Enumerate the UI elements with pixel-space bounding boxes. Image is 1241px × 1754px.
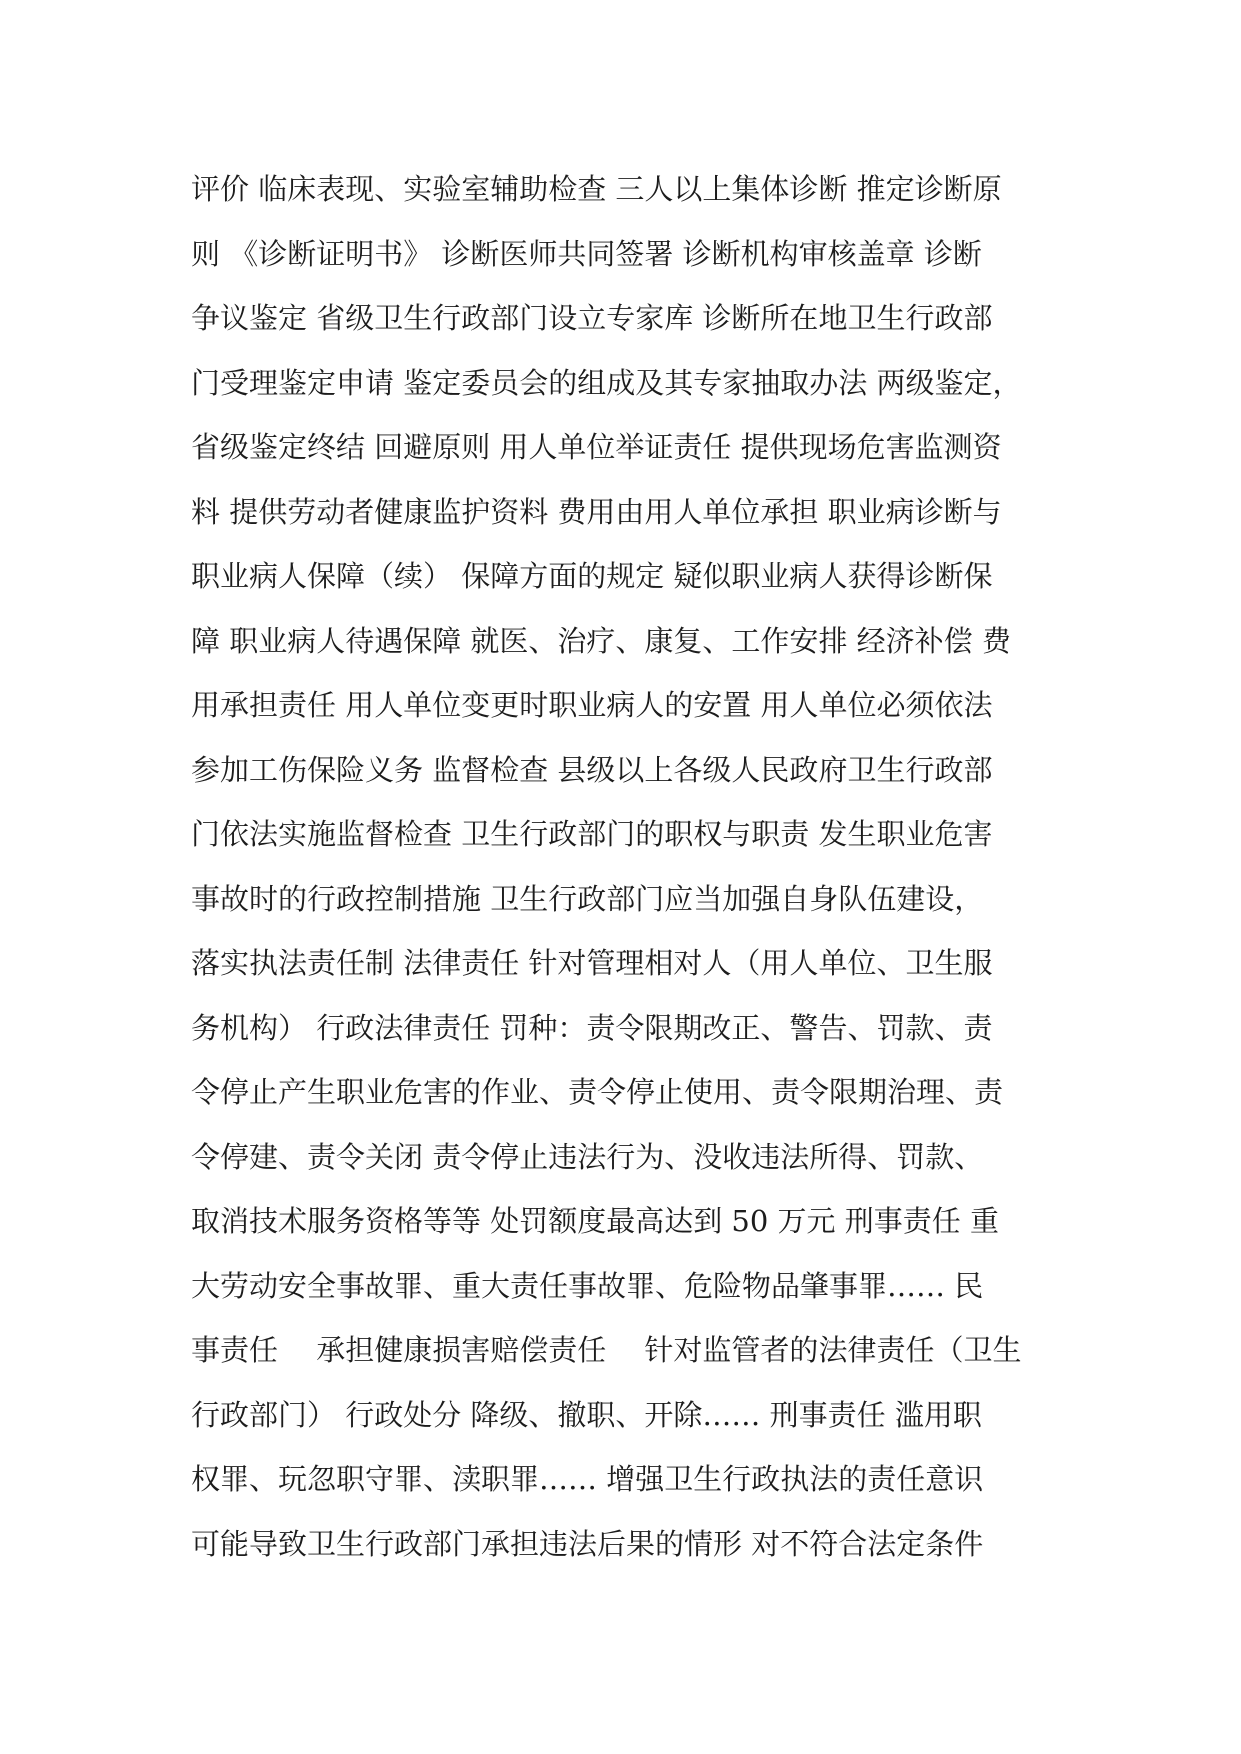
text-line: 门受理鉴定申请 鉴定委员会的组成及其专家抽取办法 两级鉴定， [191,365,1022,400]
text-line: 障 职业病人待遇保障 就医、治疗、康复、工作安排 经济补偿 费 [191,623,1011,658]
text-line: 取消技术服务资格等等 处罚额度最高达到 50 万元 刑事责任 重 [191,1204,999,1238]
text-line: 职业病人保障（续） 保障方面的规定 疑似职业病人获得诊断保 [191,559,993,593]
text-line: 可能导致卫生行政部门承担违法后果的情形 对不符合法定条件 [191,1526,984,1561]
text-line: 行政部门） 行政处分 降级、撤职、开除…… 刑事责任 滥用职 [191,1397,982,1432]
text-line: 务机构） 行政法律责任 罚种：责令限期改正、警告、罚款、责 [191,1010,993,1045]
text-line: 令停建、责令关闭 责令停止违法行为、没收违法所得、罚款、 [191,1139,984,1174]
text-line: 门依法实施监督检查 卫生行政部门的职权与职责 发生职业危害 [191,817,993,851]
text-line: 争议鉴定 省级卫生行政部门设立专家库 诊断所在地卫生行政部 [191,301,993,335]
body-text [191,157,1071,1576]
text-line: 则 《诊断证明书》 诊断医师共同签署 诊断机构审核盖章 诊断 [191,236,982,271]
text-line: 省级鉴定终结 回避原则 用人单位举证责任 提供现场危害监测资 [191,430,1002,464]
text-line: 落实执法责任制 法律责任 针对管理相对人（用人单位、卫生服 [191,946,993,980]
text-line: 权罪、玩忽职守罪、渎职罪…… 增强卫生行政执法的责任意识 [191,1462,984,1496]
text-line: 用承担责任 用人单位变更时职业病人的安置 用人单位必须依法 [191,688,993,722]
text-line: 参加工伤保险义务 监督检查 县级以上各级人民政府卫生行政部 [191,752,993,787]
text-line: 令停止产生职业危害的作业、责令停止使用、责令限期治理、责 [191,1075,1004,1109]
text-line: 事故时的行政控制措施 卫生行政部门应当加强自身队伍建设， [191,881,984,916]
text-line: 料 提供劳动者健康监护资料 费用由用人单位承担 职业病诊断与 [191,494,1002,529]
text-line: 大劳动安全事故罪、重大责任事故罪、危险物品肇事罪…… 民 [191,1268,984,1303]
text-line: 事责任 承担健康损害赔偿责任 针对监管者的法律责任（卫生 [191,1333,1022,1367]
text-line: 评价 临床表现、实验室辅助检查 三人以上集体诊断 推定诊断原 [191,172,1002,206]
